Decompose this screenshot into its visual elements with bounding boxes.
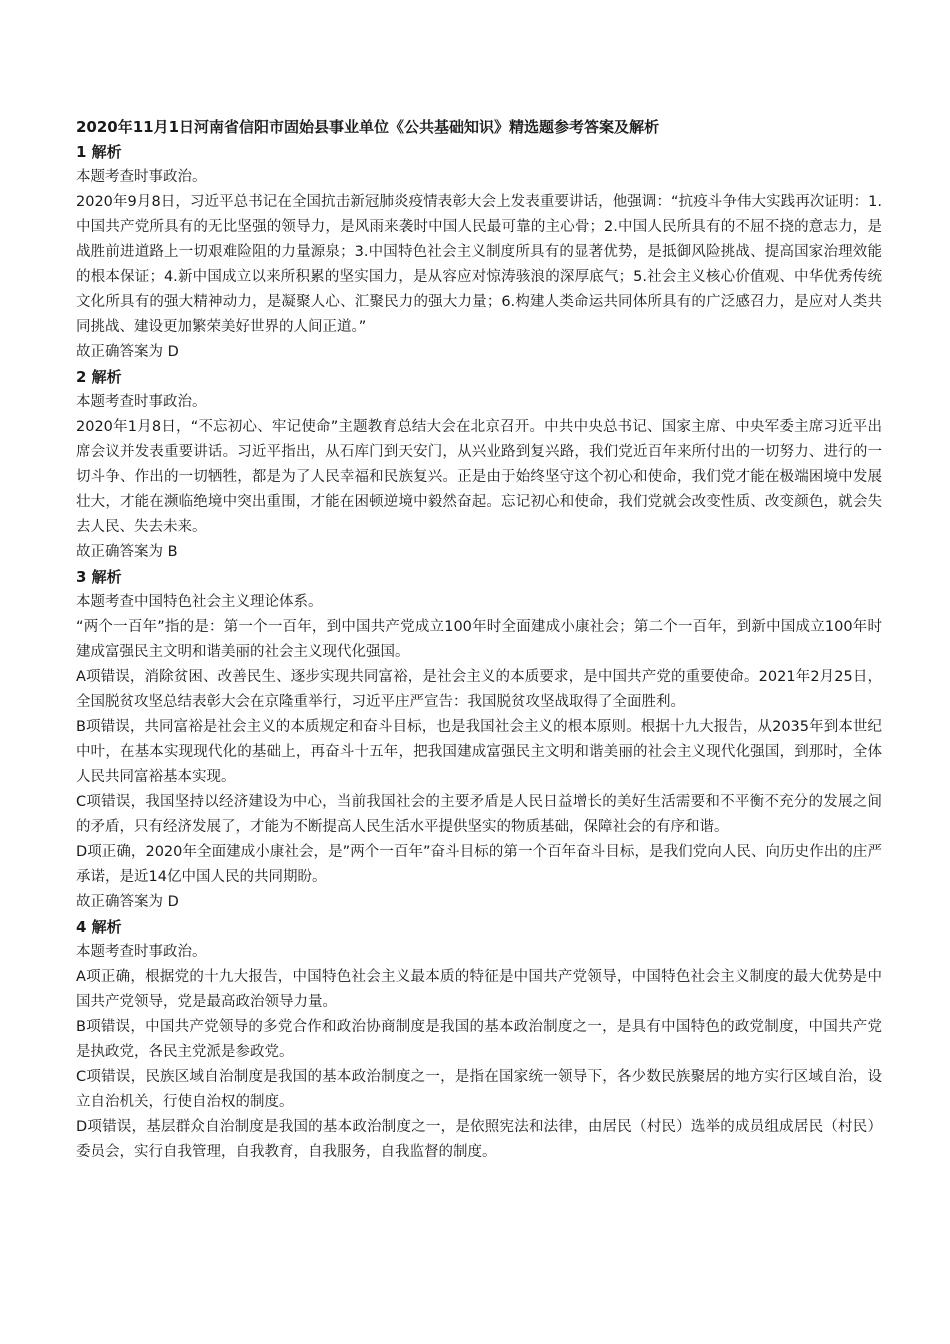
question-4-topic: 本题考查时事政治。 xyxy=(76,944,207,960)
question-3-background: “两个一百年”指的是：第一个一百年，到中国共产党成立100年时全面建成小康社会；第二个一百年，到新中国成立100年时建成富强民主文明和谐美丽的社会主义现代化强国。 xyxy=(76,619,882,660)
question-1-topic: 本题考查时事政治。 xyxy=(76,169,207,185)
question-3-topic: 本题考查中国特色社会主义理论体系。 xyxy=(76,594,323,610)
question-3-option-d: D项正确，2020年全面建成小康社会，是”两个一百年”奋斗目标的第一个百年奋斗目标，是我们党向人民、向历史作出的庄严承诺，是近14亿中国人民的共同期盼。 xyxy=(76,844,882,885)
question-4-heading: 4 解析 xyxy=(76,918,122,936)
question-1-heading: 1 解析 xyxy=(76,143,122,161)
question-1-answer: 故正确答案为 D xyxy=(76,344,179,360)
question-3-option-c: C项错误，我国坚持以经济建设为中心，当前我国社会的主要矛盾是人民日益增长的美好生活需要和不平衡不充分的发展之间的矛盾，只有经济发展了，才能为不断提高人民生活水平提供坚实的物质基础，保障社会的有序和谐。 xyxy=(76,794,882,835)
question-2-section xyxy=(76,365,882,565)
question-4-option-a: A项正确，根据党的十九大报告，中国特色社会主义最本质的特征是中国共产党领导，中国特色社会主义制度的最大优势是中国共产党领导，党是最高政治领导力量。 xyxy=(76,969,882,1010)
document-title: 2020年11月1日河南省信阳市固始县事业单位《公共基础知识》精选题参考答案及解析 xyxy=(76,118,660,136)
question-2-topic: 本题考查时事政治。 xyxy=(76,394,207,410)
question-4-option-d: D项错误，基层群众自治制度是我国的基本政治制度之一，是依照宪法和法律，由居民（村民）选举的成员组成居民（村民）委员会，实行自我管理，自我教育，自我服务，自我监督的制度。 xyxy=(76,1119,882,1160)
question-2-explanation: 2020年1月8日，“不忘初心、牢记使命”主题教育总结大会在北京召开。中共中央总书记、国家主席、中央军委主席习近平出席会议并发表重要讲话。习近平指出，从石库门到天安门，从兴业路到复兴路，我们党近百年来所付出的一切努力、进行的一切斗争、作出的一切牺牲，都是为了人民幸福和民族复兴。正是由于始终坚守这个初心和使命，我们党才能在极端困境中发展壮大，才能在濒临绝境中突出重围，才能在困顿逆境中毅然奋起。忘记初心和使命，我们党就会改变性质、改变颜色，就会失去人民、失去未来。 xyxy=(76,419,882,535)
question-3-heading: 3 解析 xyxy=(76,568,122,586)
question-3-option-b: B项错误，共同富裕是社会主义的本质规定和奋斗目标，也是我国社会主义的根本原则。根据十九大报告，从2035年到本世纪中叶，在基本实现现代化的基础上，再奋斗十五年，把我国建成富强民主文明和谐美丽的社会主义现代化强国，到那时，全体人民共同富裕基本实现。 xyxy=(76,719,882,785)
question-1-explanation: 2020年9月8日，习近平总书记在全国抗击新冠肺炎疫情表彰大会上发表重要讲话，他强调：“抗疫斗争伟大实践再次证明：1.中国共产党所具有的无比坚强的领导力，是风雨来袭时中国人民最可靠的主心骨；2.中国人民所具有的不屈不挠的意志力，是战胜前进道路上一切艰难险阻的力量源泉；3.中国特色社会主义制度所具有的显著优势，是抵御风险挑战、提高国家治理效能的根本保证；4.新中国成立以来所积累的坚实国力，是从容应对惊涛骇浪的深厚底气；5.社会主义核心价值观、中华优秀传统文化所具有的强大精神动力，是凝聚人心、汇聚民力的强大力量；6.构建人类命运共同体所具有的广泛感召力，是应对人类共同挑战、建设更加繁荣美好世界的人间正道。” xyxy=(76,194,882,335)
question-3-option-a: A项错误，消除贫困、改善民生、逐步实现共同富裕，是社会主义的本质要求，是中国共产党的重要使命。2021年2月25日，全国脱贫攻坚总结表彰大会在京隆重举行，习近平庄严宣告：我国脱贫攻坚战取得了全面胜利。 xyxy=(76,669,882,710)
question-2-answer: 故正确答案为 B xyxy=(76,544,178,560)
question-4-section xyxy=(76,915,882,1165)
question-3-section xyxy=(76,565,882,915)
question-3-answer: 故正确答案为 D xyxy=(76,894,179,910)
document-page xyxy=(76,115,882,1165)
question-4-option-b: B项错误，中国共产党领导的多党合作和政治协商制度是我国的基本政治制度之一，是具有中国特色的政党制度，中国共产党是执政党，各民主党派是参政党。 xyxy=(76,1019,882,1060)
question-4-option-c: C项错误，民族区域自治制度是我国的基本政治制度之一，是指在国家统一领导下，各少数民族聚居的地方实行区域自治，设立自治机关，行使自治权的制度。 xyxy=(76,1069,882,1110)
question-1-section xyxy=(76,140,882,365)
question-2-heading: 2 解析 xyxy=(76,368,122,386)
